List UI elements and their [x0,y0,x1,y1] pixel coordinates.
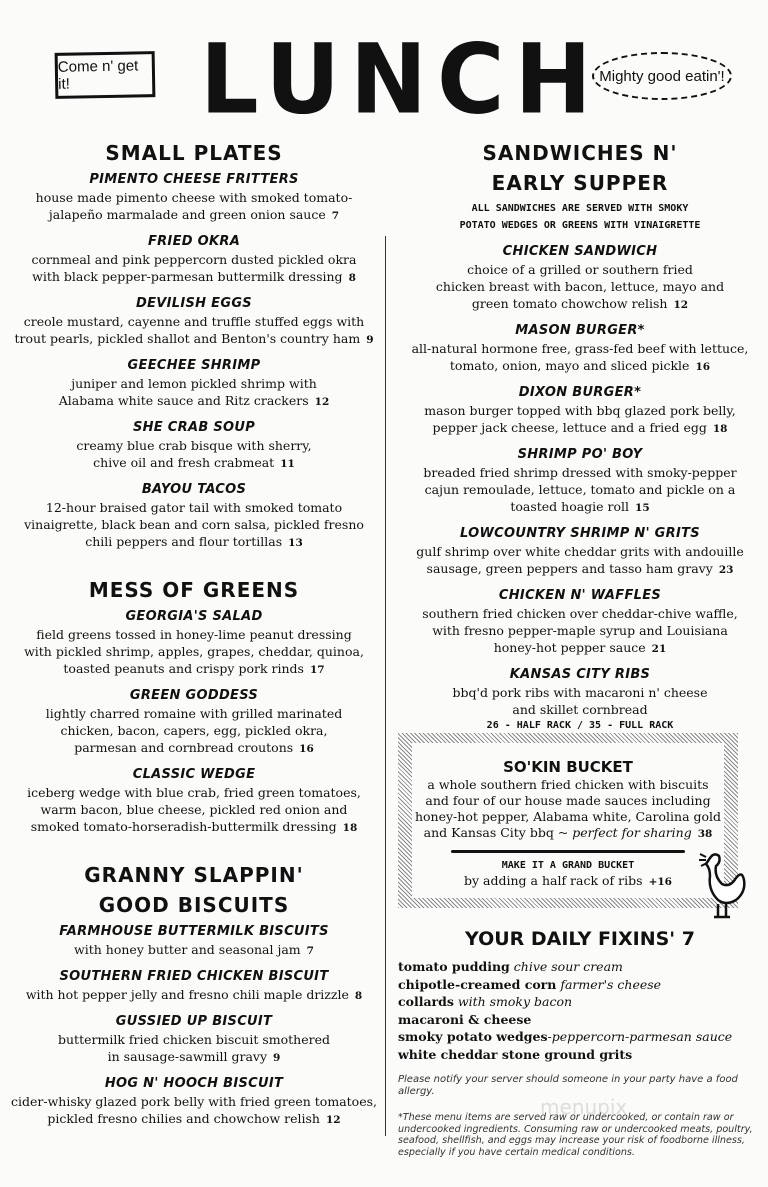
fixins-list [398,958,758,1063]
item-desc-line [392,560,768,579]
item-desc-text: with honey butter and seasonal jam [74,942,301,957]
item-desc-line [0,1093,388,1110]
fixin-name: tomato pudding [398,959,510,974]
item-price: 11 [280,458,295,470]
item-desc-line [0,1048,388,1067]
item-desc-line [0,313,388,330]
item-name: FARMHOUSE BUTTERMILK BISCUITS [59,924,329,939]
raw-food-disclaimer: *These menu items are served raw or undercooked, or contain raw or undercooked ingredients. Consuming raw or undercooked meats, poultry, seafood, shellfish, and eggs may increase your risk of foodborne illness, especially if you have certain medical conditions. [398,1112,753,1158]
item-desc-text: cornmeal and pink peppercorn dusted pickled okra [31,252,357,267]
fixin-item [398,958,758,976]
item-desc-text: with fresno pepper-maple syrup and Louisiana [432,623,728,638]
item-desc-line [392,278,768,295]
item-price: 16 [299,743,314,755]
item-desc-line [0,801,388,818]
come-n-get-it-tag: Come n' get it! [55,51,156,99]
item-desc-line [0,1031,388,1048]
item-desc-text: cajun remoulade, lettuce, tomato and pickle on a [424,482,736,497]
item-desc-text: honey-hot pepper sauce [493,640,646,655]
section-subtitle: ALL SANDWICHES ARE SERVED WITH SMOKY [471,203,689,214]
item-name: SOUTHERN FRIED CHICKEN BISCUIT [59,969,329,984]
item-desc-text: chicken, bacon, capers, egg, pickled okra, [60,723,328,738]
item-desc-text: in sausage-sawmill gravy [107,1049,268,1064]
item-desc-line [0,437,388,454]
item-price: 17 [309,664,325,676]
item-desc-line [0,268,388,287]
item-desc-text: with black pepper-parmesan buttermilk dressing [32,269,343,284]
item-desc-line [392,340,768,357]
item-desc-line [392,464,768,481]
item-desc-text: chili peppers and flour tortillas [85,534,283,549]
section-subtitle: POTATO WEDGES OR GREENS WITH VINAIGRETTE [459,220,701,231]
item-price: 23 [718,564,734,576]
item-desc-line [0,818,388,837]
item-desc-line [0,499,388,516]
menu-item [0,233,388,287]
fixin-note: chive sour cream [509,959,623,974]
item-desc-text: house made pimento cheese with smoked tomato- [35,190,353,205]
sokin-bucket-box [398,733,738,908]
menu-item [392,322,768,376]
item-desc-text: mason burger topped with bbq glazed pork belly, [424,403,736,418]
fixin-note: farmer's cheese [556,976,662,992]
item-desc-line [392,639,768,658]
item-desc-text: pepper jack cheese, lettuce and a fried egg [432,420,707,435]
bucket-desc-line: a whole southern fried chicken with biscuits [427,777,709,792]
item-desc-text: and skillet cornbread [512,702,648,717]
item-desc-text: iceberg wedge with blue crab, fried green tomatoes, [27,785,361,800]
fixins-price: 7 [681,928,695,950]
item-name: DIXON BURGER* [518,385,642,400]
item-desc-line [0,392,388,411]
item-name: CLASSIC WEDGE [132,767,256,782]
menu-item [0,419,388,473]
menu-section [392,141,768,734]
item-price: 7 [306,945,314,957]
page-title: LUNCH [200,23,602,136]
item-desc-line [0,739,388,758]
fixin-name: chipotle-creamed corn [398,976,557,992]
fixin-note: with smoky bacon [453,994,573,1009]
item-desc-text: toasted peanuts and crispy pork rinds [63,661,304,676]
menu-section [0,863,388,1129]
item-desc-line [0,516,388,533]
item-name: BAYOU TACOS [141,482,247,497]
item-name: LOWCOUNTRY SHRIMP N' GRITS [460,526,700,541]
item-desc-text: field greens tossed in honey-lime peanut dressing [36,627,352,642]
fixin-item [398,1011,758,1029]
menu-item [0,766,388,837]
item-name: DEVILISH EGGS [136,296,252,311]
item-desc-text: juniper and lemon pickled shrimp with [71,376,317,391]
grand-bucket-desc: by adding a half rack of ribs [464,873,643,888]
item-name: GREEN GODDESS [129,688,259,703]
item-desc-line [0,643,388,660]
bucket-desc-line: and Kansas City bbq ~ [423,825,569,840]
menu-item [392,666,768,734]
item-desc-text: chive oil and fresh crabmeat [93,455,275,470]
item-price: 9 [366,334,374,346]
item-name: CHICKEN SANDWICH [502,244,658,259]
fixin-name: collards [398,994,454,1009]
section-heading: SANDWICHES N' [482,141,678,165]
item-desc-text: southern fried chicken over cheddar-chive waffle, [422,606,738,621]
item-desc-line [392,261,768,278]
item-desc-line [392,419,768,438]
item-name: CHICKEN N' WAFFLES [498,588,662,603]
menu-item [0,171,388,225]
item-desc-line [392,543,768,560]
item-desc-line [0,206,388,225]
item-price: 8 [354,990,363,1002]
item-name: GEORGIA'S SALAD [125,609,263,624]
item-price: 13 [288,537,303,549]
watermark: menupix [540,1095,628,1119]
item-desc-text: choice of a grilled or southern fried [467,262,693,277]
fixin-item [398,1028,758,1046]
item-desc-line [0,189,388,206]
item-desc-text: sausage, green peppers and tasso ham gravy [426,561,713,576]
bucket-desc-line: and four of our house made sauces including [425,793,711,808]
item-desc-line [392,402,768,419]
item-price: 18 [342,822,358,834]
menu-item [0,357,388,411]
item-desc-line [0,251,388,268]
item-desc-text: breaded fried shrimp dressed with smoky-pepper [423,465,737,480]
item-desc-text: creamy blue crab bisque with sherry, [76,438,312,453]
item-price: 21 [651,643,667,655]
item-name: PIMENTO CHEESE FRITTERS [89,172,299,187]
fixin-item [398,976,758,994]
left-column [0,141,388,1137]
item-desc-line [392,295,768,314]
item-name: KANSAS CITY RIBS [509,667,651,682]
item-desc-line [0,941,388,960]
item-name: GEECHEE SHRIMP [127,358,261,373]
bucket-price: 38 [697,828,713,840]
menu-item [0,481,388,552]
item-desc-line [392,622,768,639]
menu-item [0,1075,388,1129]
bucket-name: SO'KIN BUCKET [503,758,633,776]
item-desc-text: warm bacon, blue cheese, pickled red onion and [40,802,348,817]
item-desc-text: lightly charred romaine with grilled marinated [45,706,343,721]
item-desc-line [0,375,388,392]
item-desc-text: all-natural hormone free, grass-fed beef with lettuce, [411,341,749,356]
item-desc-text: green tomato chowchow relish [471,296,668,311]
menu-section [0,578,388,837]
bucket-sharing-note: perfect for sharing [572,825,692,840]
item-price: 12 [325,1114,341,1126]
item-desc-line [392,481,768,498]
menu-item [0,687,388,758]
item-desc-line [392,605,768,622]
item-desc-text: trout pearls, pickled shallot and Benton's country ham [14,331,361,346]
item-desc-line [0,1110,388,1129]
item-desc-text: jalapeño marmalade and green onion sauce [48,207,326,222]
allergy-note: Please notify your server should someone in your party have a food allergy. [398,1074,738,1097]
item-price: 18 [712,423,728,435]
fixin-item [398,1046,758,1064]
item-desc-line [0,784,388,801]
mighty-good-eatin-tag: Mighty good eatin'! [592,52,732,100]
item-desc-line [0,660,388,679]
section-heading: GOOD BISCUITS [98,893,290,917]
fixin-name: macaroni & cheese [398,1011,532,1027]
section-heading: GRANNY SLAPPIN' [84,863,304,887]
item-price: 8 [348,272,356,284]
menu-item [0,608,388,679]
daily-fixins-heading: YOUR DAILY FIXINS' 7 [464,928,695,950]
menu-item [392,243,768,314]
item-desc-text: bbq'd pork ribs with macaroni n' cheese [452,685,708,700]
right-column [392,141,768,742]
item-desc-text: pickled fresno chilies and chowchow relish [47,1111,320,1126]
menu-item [392,384,768,438]
bucket-desc-line: honey-hot pepper, Alabama white, Carolina gold [414,809,722,824]
item-desc-text: smoked tomato-horseradish-buttermilk dressing [30,819,337,834]
item-price: 7 [331,210,340,222]
rooster-icon [696,848,746,920]
item-name: GUSSIED UP BISCUIT [115,1014,273,1029]
item-desc-line [0,986,388,1005]
item-price: 16 [695,361,711,373]
item-desc-line [0,626,388,643]
fixin-name: smoky potato wedges [398,1029,548,1044]
grand-bucket-title: MAKE IT A GRAND BUCKET [501,860,635,871]
section-heading: MESS OF GREENS [88,578,300,602]
item-desc-text: buttermilk fried chicken biscuit smothered [58,1032,330,1047]
fixin-name: white cheddar stone ground grits [398,1046,633,1062]
item-desc-line [0,330,388,349]
fixin-item [398,993,758,1011]
item-desc-text: cider-whisky glazed pork belly with fried green tomatoes, [11,1094,377,1109]
item-name: FRIED OKRA [147,234,241,249]
bucket-rule [451,850,685,853]
menu-item [0,968,388,1005]
fixin-note: -peppercorn-parmesan sauce [547,1029,733,1044]
menu-item [0,1013,388,1067]
menu-item [392,525,768,579]
item-desc-text: 12-hour braised gator tail with smoked tomato [45,500,343,515]
grand-bucket-price: +16 [648,876,672,888]
item-price: 12 [673,299,689,311]
item-desc-text: tomato, onion, mayo and sliced pickle [449,358,690,373]
item-price: 12 [314,396,330,408]
item-desc-line [0,533,388,552]
item-desc-text: with hot pepper jelly and fresno chili maple drizzle [25,987,349,1002]
item-name: HOG N' HOOCH BISCUIT [104,1076,284,1091]
item-desc-text: with pickled shrimp, apples, grapes, cheddar, quinoa, [24,644,364,659]
rack-prices: 26 - HALF RACK / 35 - FULL RACK [486,720,674,731]
menu-item [392,587,768,658]
item-desc-text: gulf shrimp over white cheddar grits with andouille [416,544,744,559]
menu-item [392,446,768,517]
item-desc-line [0,705,388,722]
item-desc-line [392,684,768,701]
item-desc-line [0,722,388,739]
item-name: SHE CRAB SOUP [132,420,256,435]
item-desc-text: parmesan and cornbread croutons [74,740,294,755]
item-price: 9 [273,1052,281,1064]
item-desc-text: Alabama white sauce and Ritz crackers [58,393,309,408]
item-desc-line [392,701,768,718]
section-heading: EARLY SUPPER [491,171,669,195]
menu-item [0,923,388,960]
item-desc-line [0,454,388,473]
item-desc-line [392,498,768,517]
section-heading: SMALL PLATES [105,141,283,165]
item-desc-line [392,357,768,376]
item-desc-text: toasted hoagie roll [510,499,630,514]
item-price: 15 [635,502,650,514]
item-name: SHRIMP PO' BOY [517,447,643,462]
menu-section [0,141,388,552]
item-desc-text: vinaigrette, black bean and corn salsa, pickled fresno [24,517,364,532]
item-name: MASON BURGER* [515,323,645,338]
item-desc-text: chicken breast with bacon, lettuce, mayo and [435,279,725,294]
item-desc-text: creole mustard, cayenne and truffle stuffed eggs with [23,314,365,329]
menu-item [0,295,388,349]
